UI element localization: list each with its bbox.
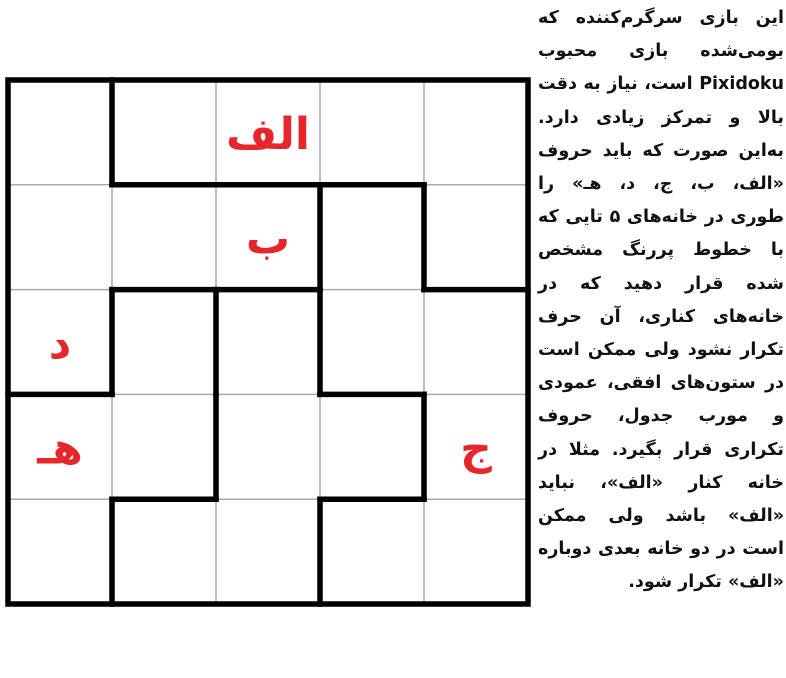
- grid-cell-r1-c4[interactable]: [424, 185, 528, 290]
- grid-cell-r4-c3[interactable]: [320, 499, 424, 604]
- grid-cell-r3-c1[interactable]: [112, 394, 216, 499]
- given-letter: ب: [245, 213, 291, 265]
- grid-cell-r2-c2[interactable]: [216, 290, 320, 395]
- given-letter: د: [48, 318, 72, 370]
- grid-lines: [5, 77, 531, 607]
- grid-cell-r4-c1[interactable]: [112, 499, 216, 604]
- grid-cell-r3-c2[interactable]: [216, 394, 320, 499]
- grid-cell-r4-c2[interactable]: [216, 499, 320, 604]
- grid-cell-r4-c4[interactable]: [424, 499, 528, 604]
- grid-cell-r0-c4[interactable]: [424, 80, 528, 185]
- grid-cell-r2-c1[interactable]: [112, 290, 216, 395]
- grid-cell-r1-c1[interactable]: [112, 185, 216, 290]
- grid-cell-r1-c0[interactable]: [8, 185, 112, 290]
- given-letter: الف: [225, 108, 311, 160]
- instructions-text: این بازی سرگرم‌کننده که بومی‌شده بازی محبوب Pixidoku است، نیاز به دقت بالا و تمرکز زیادی دارد. به‌این صورت که باید حروف «الف، ب، ج، د، هـ» را طوری در خانه‌های ۵ تایی که با خطوط پررنگ مشخص شده قرار دهید که در خانه‌های کناری، آن حرف تکرار نشود ولی ممکن است در ستون‌های افقی، عمودی و مورب جدول، حروف تکراری قرار بگیرد. مثلا در خانه کنار «الف»، نباید «الف» باشد ولی ممکن است در دو خانه بعدی دوباره «الف» تکرار شود.: [538, 8, 784, 593]
- grid-cell-r0-c3[interactable]: [320, 80, 424, 185]
- grid-cell-r2-c4[interactable]: [424, 290, 528, 395]
- given-letter: هـ: [37, 423, 83, 475]
- given-letter: ج: [460, 423, 492, 475]
- grid-cell-r1-c3[interactable]: [320, 185, 424, 290]
- grid-cell-r3-c3[interactable]: [320, 394, 424, 499]
- grid-cell-r0-c1[interactable]: [112, 80, 216, 185]
- grid-cell-r0-c0[interactable]: [8, 80, 112, 185]
- grid-cell-r2-c3[interactable]: [320, 290, 424, 395]
- grid-cell-r4-c0[interactable]: [8, 499, 112, 604]
- puzzle-grid: [5, 77, 531, 607]
